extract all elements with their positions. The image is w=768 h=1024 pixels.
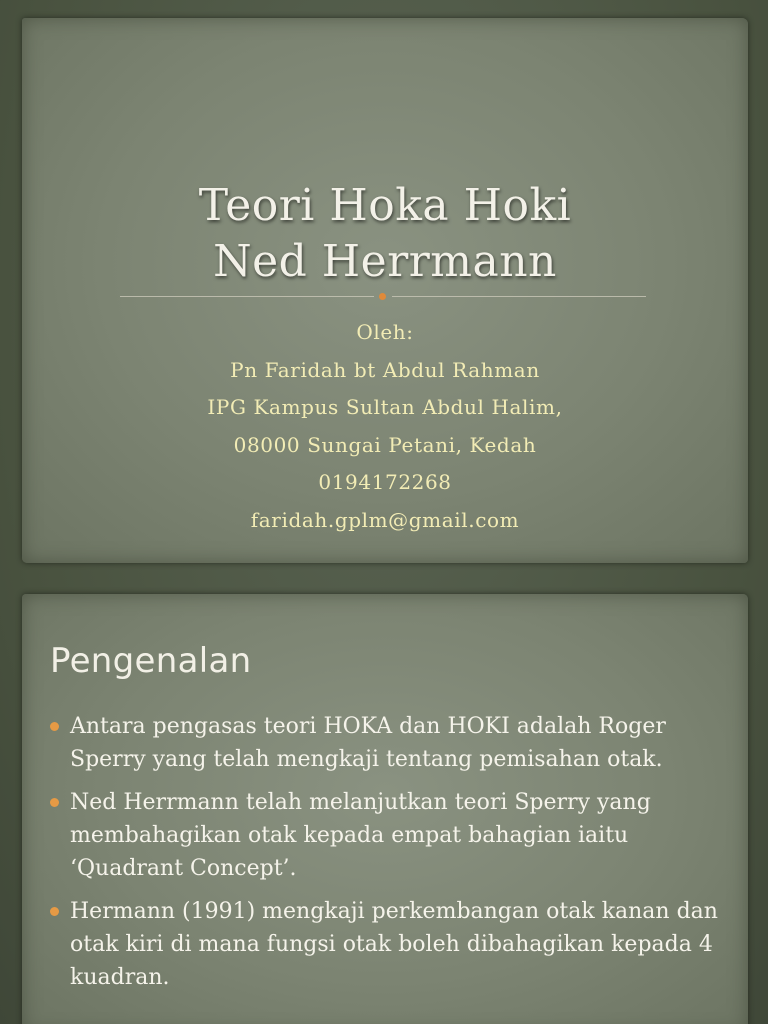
bullet-dot-icon: [50, 722, 59, 731]
author-email: faridah.gplm@gmail.com: [250, 507, 520, 532]
bullet-dot-icon: [50, 907, 59, 916]
divider-line-right: [392, 296, 646, 297]
slide-heading: Pengenalan: [50, 641, 252, 681]
author-address: 08000 Sungai Petani, Kedah: [233, 432, 537, 457]
bullet-dot-icon: [50, 798, 59, 807]
title-line-1: Teori Hoka Hoki: [198, 180, 572, 231]
title-slide[interactable]: [22, 18, 748, 563]
author-phone: 0194172268: [318, 470, 452, 494]
author-label: Oleh:: [356, 320, 414, 344]
author-name: Pn Faridah bt Abdul Rahman: [230, 357, 540, 382]
bullet-text: Hermann (1991) mengkaji perkembangan otak kanan dan otak kiri di mana fungsi otak boleh dibahagikan kepada 4 kuadran.: [70, 899, 718, 990]
divider-dot-icon: [379, 293, 386, 300]
title-line-2: Ned Herrmann: [213, 236, 557, 287]
slide-title: [22, 178, 748, 290]
bullet-item: [50, 786, 740, 885]
title-divider: [120, 296, 646, 298]
author-info: [22, 314, 748, 539]
bullet-text: Ned Herrmann telah melanjutkan teori Sperry yang membahagikan otak kepada empat bahagian iaitu ‘Quadrant Concept’.: [70, 790, 651, 881]
intro-slide[interactable]: [22, 594, 748, 1024]
divider-line-left: [120, 296, 374, 297]
bullet-item: [50, 895, 740, 994]
bullet-item: [50, 710, 740, 776]
author-institution: IPG Kampus Sultan Abdul Halim,: [207, 395, 563, 419]
bullet-list: [50, 710, 740, 1004]
bullet-text: Antara pengasas teori HOKA dan HOKI adalah Roger Sperry yang telah mengkaji tentang pemisahan otak.: [70, 714, 666, 772]
